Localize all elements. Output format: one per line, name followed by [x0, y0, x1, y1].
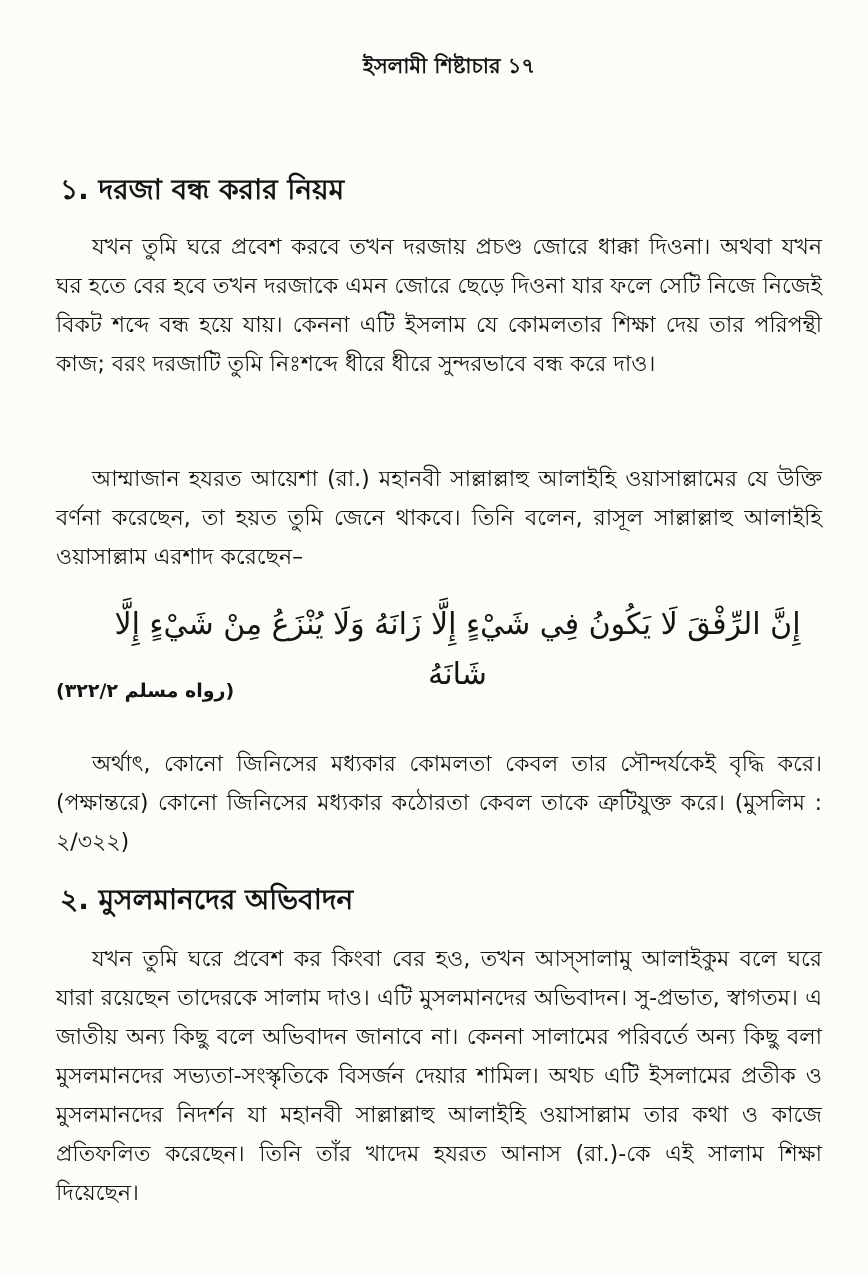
section-2-heading: ২. মুসলমানদের অভিবাদন	[60, 883, 354, 916]
arabic-hadith-quote: إِنَّ الرِّفْقَ لَا يَكُونُ فِي شَيْءٍ إِلَّا زَانَهُ وَلَا يُنْزَعُ مِنْ شَيْءٍ إِلَّا شَانَهُ	[114, 607, 801, 692]
section-1-paragraph-2: আম্মাজান হযরত আয়েশা (রা.) মহানবী সাল্লাল্লাহু আলাইহি ওয়াসাল্লামের যে উক্তি বর্ণনা করেছেন, তা হয়ত তুমি জেনে থাকবে। তিনি বলেন, রাসূল সাল্লাল্লাহু আলাইহি ওয়াসাল্লাম এরশাদ করেছেন–	[56, 467, 822, 570]
running-head: ইসলামী শিষ্টাচার ১৭	[362, 54, 536, 78]
section-1-paragraph-3: অর্থাৎ, কোনো জিনিসের মধ্যকার কোমলতা কেবল তার সৌন্দর্যকেই বৃদ্ধি করে। (পক্ষান্তরে) কোনো জিনিসের মধ্যকার কঠোরতা কেবল তাকে ত্রুটিযুক্ত করে। (মুসলিম : ২/৩২২)	[56, 752, 822, 855]
section-2-paragraph-1: যখন তুমি ঘরে প্রবেশ কর কিংবা বের হও, তখন আস্‌সালামু আলাইকুম বলে ঘরে যারা রয়েছেন তাদেরকে সালাম দাও। এটি মুসলমানদের অভিবাদন। সু-প্রভাত, স্বাগতম। এ জাতীয় অন্য কিছু বলে অভিবাদন জানাবে না। কেননা সালামের পরিবর্তে অন্য কিছু বলা মুসলমানদের সভ্যতা-সংস্কৃতিকে বিসর্জন দেয়ার শামিল। অথচ এটি ইসলামের প্রতীক ও মুসলমানদের নিদর্শন যা মহানবী সাল্লাল্লাহু আলাইহি ওয়াসাল্লাম তার কথা ও কাজে প্রতিফলিত করেছেন। তিনি তাঁর খাদেম হযরত আনাস (রা.)-কে এই সালাম শিক্ষা দিয়েছেন।	[56, 947, 822, 1206]
hadith-reference: (رواه مسلم ٣٢٢/٢)	[56, 680, 235, 702]
section-1-heading: ১. দরজা বন্ধ করার নিয়ম	[60, 173, 345, 206]
section-1-paragraph-1: যখন তুমি ঘরে প্রবেশ করবে তখন দরজায় প্রচণ্ড জোরে ধাক্কা দিওনা। অথবা যখন ঘর হতে বের হবে তখন দরজাকে এমন জোরে ছেড়ে দিওনা যার ফলে সেটি নিজে নিজেই বিকট শব্দে বন্ধ হয়ে যায়। কেননা এটি ইসলাম যে কোমলতার শিক্ষা দেয় তার পরিপন্থী কাজ; বরং দরজাটি তুমি নিঃশব্দে ধীরে ধীরে সুন্দরভাবে বন্ধ করে দাও।	[56, 235, 822, 377]
